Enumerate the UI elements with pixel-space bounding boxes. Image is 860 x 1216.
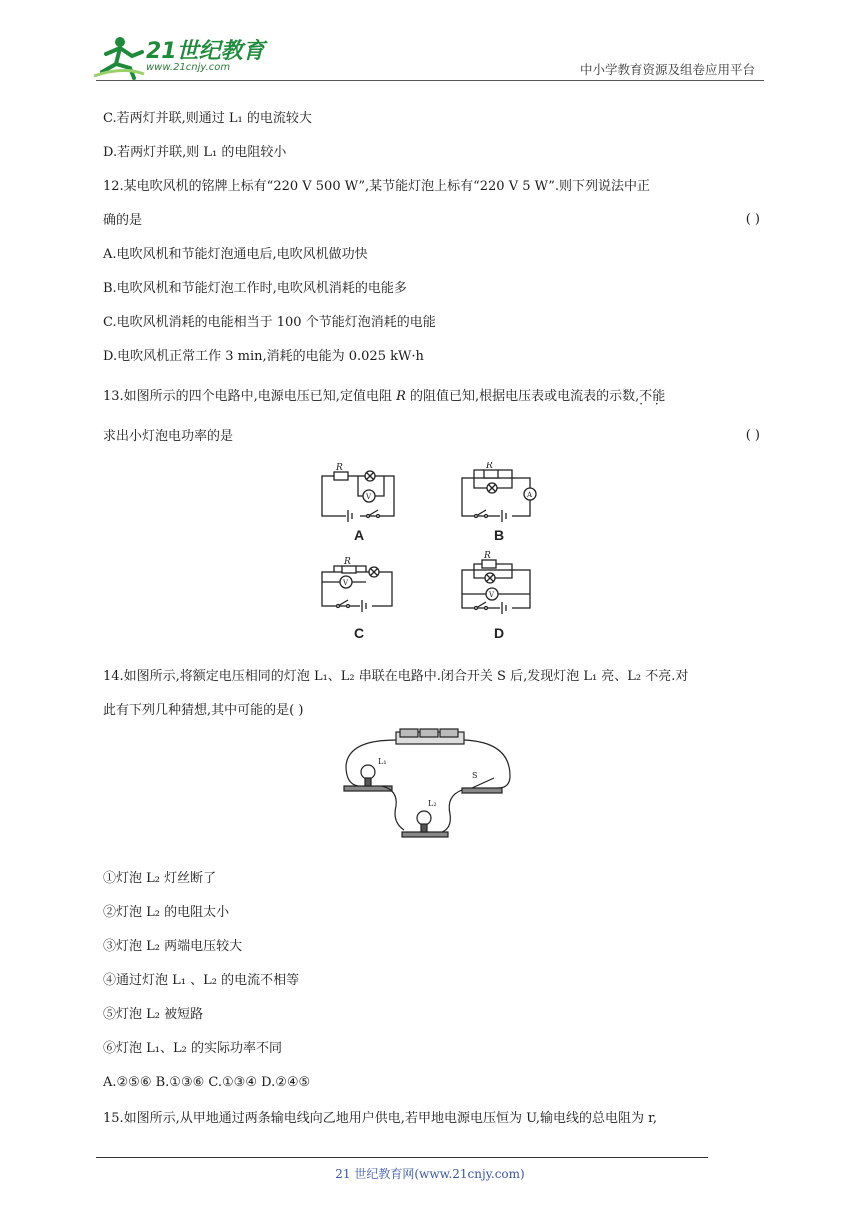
q12-stem-line2: 确的是 bbox=[103, 213, 143, 228]
header-divider bbox=[96, 80, 764, 81]
q11-option-c: C.若两灯并联,则通过 L₁ 的电流较大 bbox=[103, 111, 312, 126]
q11-option-d: D.若两灯并联,则 L₁ 的电阻较小 bbox=[103, 145, 287, 160]
q12-option-c: C.电吹风机消耗的电能相当于 100 个节能灯泡消耗的电能 bbox=[103, 315, 436, 330]
q13-stem-part1: 13.如图所示的四个电路中,电源电压已知,定值电阻 bbox=[103, 389, 397, 404]
circuit-d-v-label: V bbox=[489, 591, 495, 599]
q15-stem-line1: 15.如图所示,从甲地通过两条输电线向乙地用户供电,若甲地电源电压恒为 U,输电线的总电阻为 r, bbox=[103, 1111, 658, 1126]
q14-guess-2: ②灯泡 L₂ 的电阻太小 bbox=[103, 905, 230, 920]
q14-circuit-figure bbox=[338, 726, 518, 848]
q14-guess-1: ①灯泡 L₂ 灯丝断了 bbox=[103, 871, 217, 886]
q14-guess-4: ④通过灯泡 L₁ 、L₂ 的电流不相等 bbox=[103, 973, 300, 988]
q13-stem-line1 bbox=[103, 388, 665, 406]
logo-url: www.21cnjy.com bbox=[146, 62, 231, 73]
q12-answer-blank: ( ) bbox=[745, 212, 760, 227]
circuit-d bbox=[462, 560, 530, 614]
q14-stem-line1: 14.如图所示,将额定电压相同的灯泡 L₁、L₂ 串联在电路中.闭合开关 S 后,发现灯泡 L₁ 亮、L₂ 不亮.对 bbox=[103, 669, 689, 684]
q13-stem-part2: 的阻值已知,根据电压表或电流表的示数, bbox=[405, 389, 640, 404]
q12-option-a: A.电吹风机和节能灯泡通电后,电吹风机做功快 bbox=[103, 247, 368, 262]
q12-stem-line1: 12.某电吹风机的铭牌上标有“220 V 500 W”,某节能灯泡上标有“220 V 5 W”.则下列说法中正 bbox=[103, 179, 651, 194]
footer-text: 21 世纪教育网(www.21cnjy.com) bbox=[335, 1167, 525, 1181]
q14-stem-line2: 此有下列几种猜想,其中可能的是( ) bbox=[103, 703, 304, 718]
q13-stem-line2: 求出小灯泡电功率的是 bbox=[103, 429, 234, 444]
circuit-d-r-label: R bbox=[484, 551, 491, 561]
q14-guess-5: ⑤灯泡 L₂ 被短路 bbox=[103, 1007, 204, 1022]
q13-answer-blank: ( ) bbox=[745, 428, 760, 443]
q12-option-d: D.电吹风机正常工作 3 min,消耗的电能为 0.025 kW·h bbox=[103, 349, 424, 364]
circuit-b bbox=[462, 470, 536, 522]
logo-text: 21世纪教育 bbox=[146, 39, 265, 64]
circuit-a-caption: A bbox=[354, 527, 365, 543]
circuit-a bbox=[322, 471, 394, 522]
q13-symbol-r: R bbox=[396, 389, 406, 404]
circuit-b-caption: B bbox=[494, 527, 505, 543]
q14-options: A.②⑤⑥ B.①③⑥ C.①③④ D.②④⑤ bbox=[103, 1075, 311, 1090]
header-platform-text: 中小学教育资源及组卷应用平台 bbox=[579, 62, 755, 77]
circuit-c-caption: C bbox=[354, 625, 365, 641]
circuit-b-r-label: R bbox=[486, 462, 493, 471]
q13-circuit-figure bbox=[316, 462, 546, 642]
footer-divider bbox=[96, 1157, 708, 1158]
bulb-l2-label: L₂ bbox=[428, 799, 437, 808]
circuit-d-caption: D bbox=[494, 625, 505, 641]
circuit-a-v-label: V bbox=[366, 493, 372, 501]
circuit-c bbox=[322, 566, 392, 612]
bulb-l1-label: L₁ bbox=[378, 757, 387, 766]
q12-option-b: B.电吹风机和节能灯泡工作时,电吹风机消耗的电能多 bbox=[103, 281, 407, 296]
circuit-a-r-label: R bbox=[336, 463, 343, 473]
q14-guess-6: ⑥灯泡 L₁、L₂ 的实际功率不同 bbox=[103, 1041, 282, 1056]
q13-emphasis: 不能 · · bbox=[639, 389, 665, 404]
q14-guess-3: ③灯泡 L₂ 两端电压较大 bbox=[103, 939, 243, 954]
circuit-c-v-label: V bbox=[343, 579, 349, 587]
circuit-b-ammeter-label: A bbox=[527, 491, 533, 499]
circuit-c-r-label: R bbox=[344, 557, 351, 567]
switch-s-label: S bbox=[472, 771, 478, 780]
